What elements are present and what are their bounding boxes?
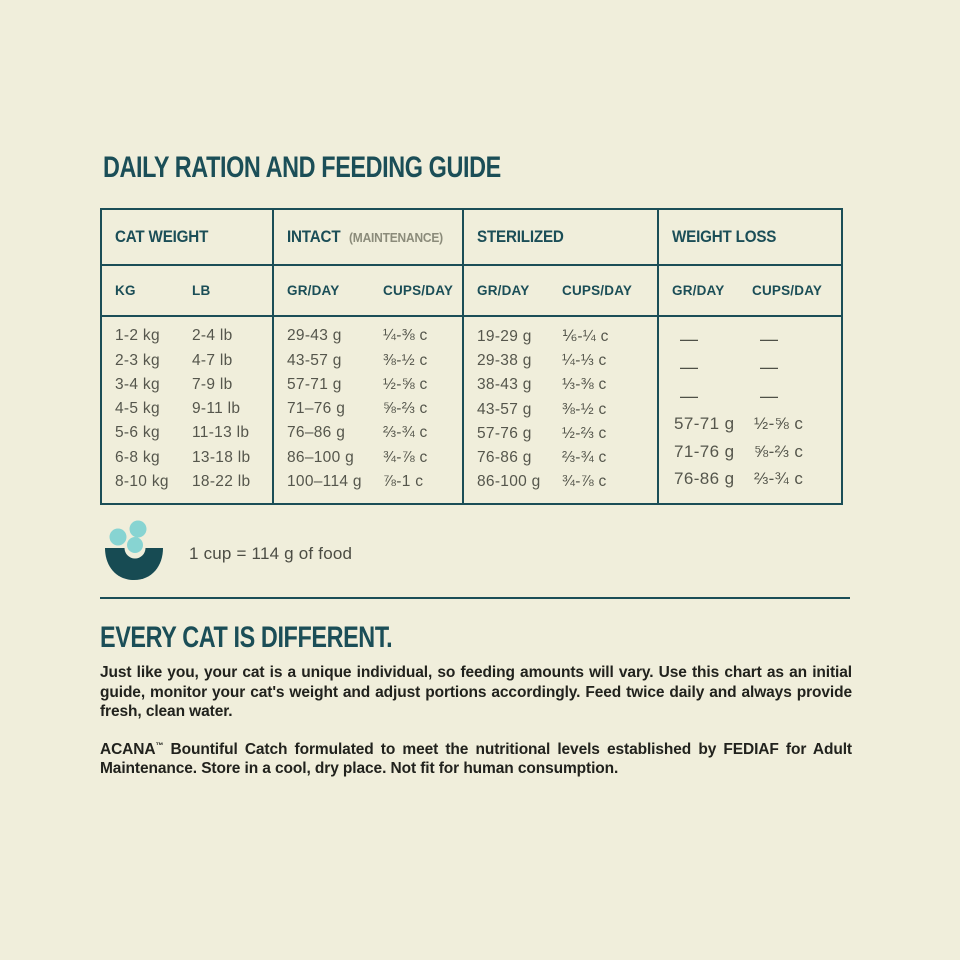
subheader-cups-day: CUPS/DAY <box>752 283 823 298</box>
cell-gr-day-empty: — <box>680 357 699 378</box>
subheader-intact <box>274 266 464 315</box>
table-row <box>477 352 657 370</box>
cell-kg: 5-6 kg <box>115 424 160 442</box>
page-title: DAILY RATION AND FEEDING GUIDE <box>103 151 501 184</box>
feeding-table <box>100 208 843 505</box>
column-header-label: STERILIZED <box>477 227 564 246</box>
cell-kg: 8-10 kg <box>115 472 169 490</box>
cell-kg: 1-2 kg <box>115 327 160 345</box>
table-row <box>477 425 657 443</box>
subheader-sterilized <box>464 266 659 315</box>
subheader-gr-day: GR/DAY <box>672 283 725 298</box>
cell-lb: 18-22 lb <box>192 472 251 490</box>
cell-gr-day: 43-57 g <box>477 400 532 418</box>
cell-cups-day: ¾-⅞ c <box>383 448 428 466</box>
table-row <box>477 327 657 346</box>
cell-lb: 11-13 lb <box>192 424 250 442</box>
column-header-label: INTACT <box>287 227 341 246</box>
cell-gr-day: 57-71 g <box>674 414 735 434</box>
cell-gr-day: 29-43 g <box>287 327 342 345</box>
subheader-gr-day: GR/DAY <box>477 283 530 298</box>
cell-gr-day-empty: — <box>680 328 699 349</box>
cell-gr-day: 71-76 g <box>674 441 735 461</box>
subheader-cat-weight <box>102 266 274 315</box>
cell-cups-day: ½-⅝ c <box>754 414 804 434</box>
table-row <box>115 424 272 442</box>
cell-cups-day: ⅞-1 c <box>383 472 424 490</box>
body-column-weight-loss <box>659 317 841 503</box>
table-row <box>477 449 657 467</box>
table-row <box>674 357 841 378</box>
cell-gr-day: 76–86 g <box>287 424 346 442</box>
cell-cups-day: ⅔-¾ c <box>754 469 804 489</box>
table-subheader-row <box>102 266 841 317</box>
body-column-intact <box>274 317 464 503</box>
table-row <box>287 400 462 418</box>
column-header-sterilized <box>464 210 659 264</box>
table-row <box>674 442 841 462</box>
column-header-cat-weight <box>102 210 274 264</box>
cell-gr-day: 100–114 g <box>287 472 362 490</box>
cell-cups-day: ¼-⅓ c <box>562 352 607 370</box>
cell-lb: 2-4 lb <box>192 327 233 345</box>
table-body <box>102 317 841 503</box>
table-row <box>115 400 272 418</box>
cell-cups-day: ⅜-½ c <box>383 351 428 369</box>
table-row <box>115 376 272 394</box>
table-row <box>477 376 657 394</box>
column-header-label: CAT WEIGHT <box>115 227 209 246</box>
body-column-cat-weight <box>102 317 274 503</box>
table-row <box>674 386 841 407</box>
cell-lb: 4-7 lb <box>192 351 233 369</box>
subheader-kg: KG <box>115 283 136 298</box>
cell-cups-day-empty: — <box>760 328 779 349</box>
table-row <box>477 473 657 491</box>
cell-cups-day: ⅓-⅜ c <box>562 376 607 394</box>
table-row <box>287 352 462 370</box>
cell-gr-day: 71–76 g <box>287 400 346 417</box>
cup-note-text: 1 cup = 114 g of food <box>189 543 353 563</box>
cell-cups-day: ¾-⅞ c <box>562 472 607 490</box>
table-row <box>287 376 462 394</box>
table-row <box>115 352 272 370</box>
body-column-sterilized <box>464 317 659 503</box>
subheader-cups-day: CUPS/DAY <box>562 283 633 298</box>
cell-cups-day-empty: — <box>760 357 779 378</box>
column-header-weight-loss <box>659 210 841 264</box>
cell-gr-day: 38-43 g <box>477 376 532 394</box>
cell-cups-day: ⅔-¾ c <box>383 424 428 442</box>
column-header-label: WEIGHT LOSS <box>672 227 777 246</box>
cell-kg: 2-3 kg <box>115 351 160 369</box>
regulatory-text: Bountiful Catch formulated to meet the nutritional levels established by FEDIAF for Adult Maintenance. Store in a cool, dry place. Not fit for human consumption. <box>100 740 852 778</box>
table-group-header-row <box>102 210 841 266</box>
cell-cups-day: ⅙-¼ c <box>562 328 609 346</box>
regulatory-paragraph <box>100 736 852 779</box>
cell-cups-day: ½-⅔ c <box>562 424 607 442</box>
column-header-note: (MAINTENANCE) <box>349 229 444 245</box>
trademark-symbol: ™ <box>155 740 164 750</box>
subheader-lb: LB <box>192 283 211 298</box>
cell-lb: 13-18 lb <box>192 448 251 466</box>
cell-cups-day: ¼-⅜ c <box>383 327 428 345</box>
table-row <box>115 327 272 345</box>
cell-kg: 4-5 kg <box>115 400 160 417</box>
cell-gr-day: 86-100 g <box>477 472 541 490</box>
table-row <box>287 424 462 442</box>
subheader-cups-day: CUPS/DAY <box>383 283 454 298</box>
table-row <box>674 329 841 350</box>
table-row <box>115 473 272 491</box>
subheader-gr-day: GR/DAY <box>287 283 340 298</box>
cell-kg: 3-4 kg <box>115 375 160 393</box>
cup-equivalence-row <box>105 520 352 587</box>
cell-cups-day: ½-⅝ c <box>383 375 428 393</box>
brand-name: ACANA <box>100 740 156 758</box>
cell-gr-day: 57-71 g <box>287 375 342 393</box>
column-header-intact <box>274 210 464 264</box>
footer-section <box>100 621 852 779</box>
cell-lb: 7-9 lb <box>192 375 233 393</box>
cell-gr-day: 29-38 g <box>477 352 532 370</box>
cell-gr-day-empty: — <box>680 385 699 406</box>
cell-gr-day: 76-86 g <box>674 469 735 489</box>
cell-kg: 6-8 kg <box>115 448 160 466</box>
cell-cups-day: ⅝-⅔ c <box>383 400 428 417</box>
cell-gr-day: 43-57 g <box>287 351 342 369</box>
table-row <box>287 473 462 491</box>
feeding-advice-paragraph: Just like you, your cat is a unique individual, so feeding amounts will vary. Use this chart as an initial guide, monitor your cat's weight and adjust portions accordingly. Feed twice daily and always provide fresh, clean water. <box>100 664 852 720</box>
table-row <box>674 414 841 434</box>
table-row <box>115 449 272 467</box>
table-row <box>287 327 462 345</box>
bowl-with-kibble-icon <box>105 520 163 587</box>
subheader-weight-loss <box>659 266 841 315</box>
table-row <box>287 449 462 467</box>
cell-cups-day-empty: — <box>760 385 779 406</box>
table-row <box>674 469 841 489</box>
section-divider <box>100 597 850 599</box>
cell-gr-day: 19-29 g <box>477 327 532 345</box>
cell-lb: 9-11 lb <box>192 400 241 417</box>
cell-gr-day: 57-76 g <box>477 424 532 442</box>
cell-cups-day: ⅝-⅔ c <box>754 441 804 461</box>
cell-gr-day: 86–100 g <box>287 448 355 466</box>
section-heading: EVERY CAT IS DIFFERENT. <box>100 621 393 654</box>
table-row <box>477 401 657 419</box>
cell-cups-day: ⅜-½ c <box>562 400 607 418</box>
cell-cups-day: ⅔-¾ c <box>562 448 607 466</box>
cell-gr-day: 76-86 g <box>477 448 532 466</box>
